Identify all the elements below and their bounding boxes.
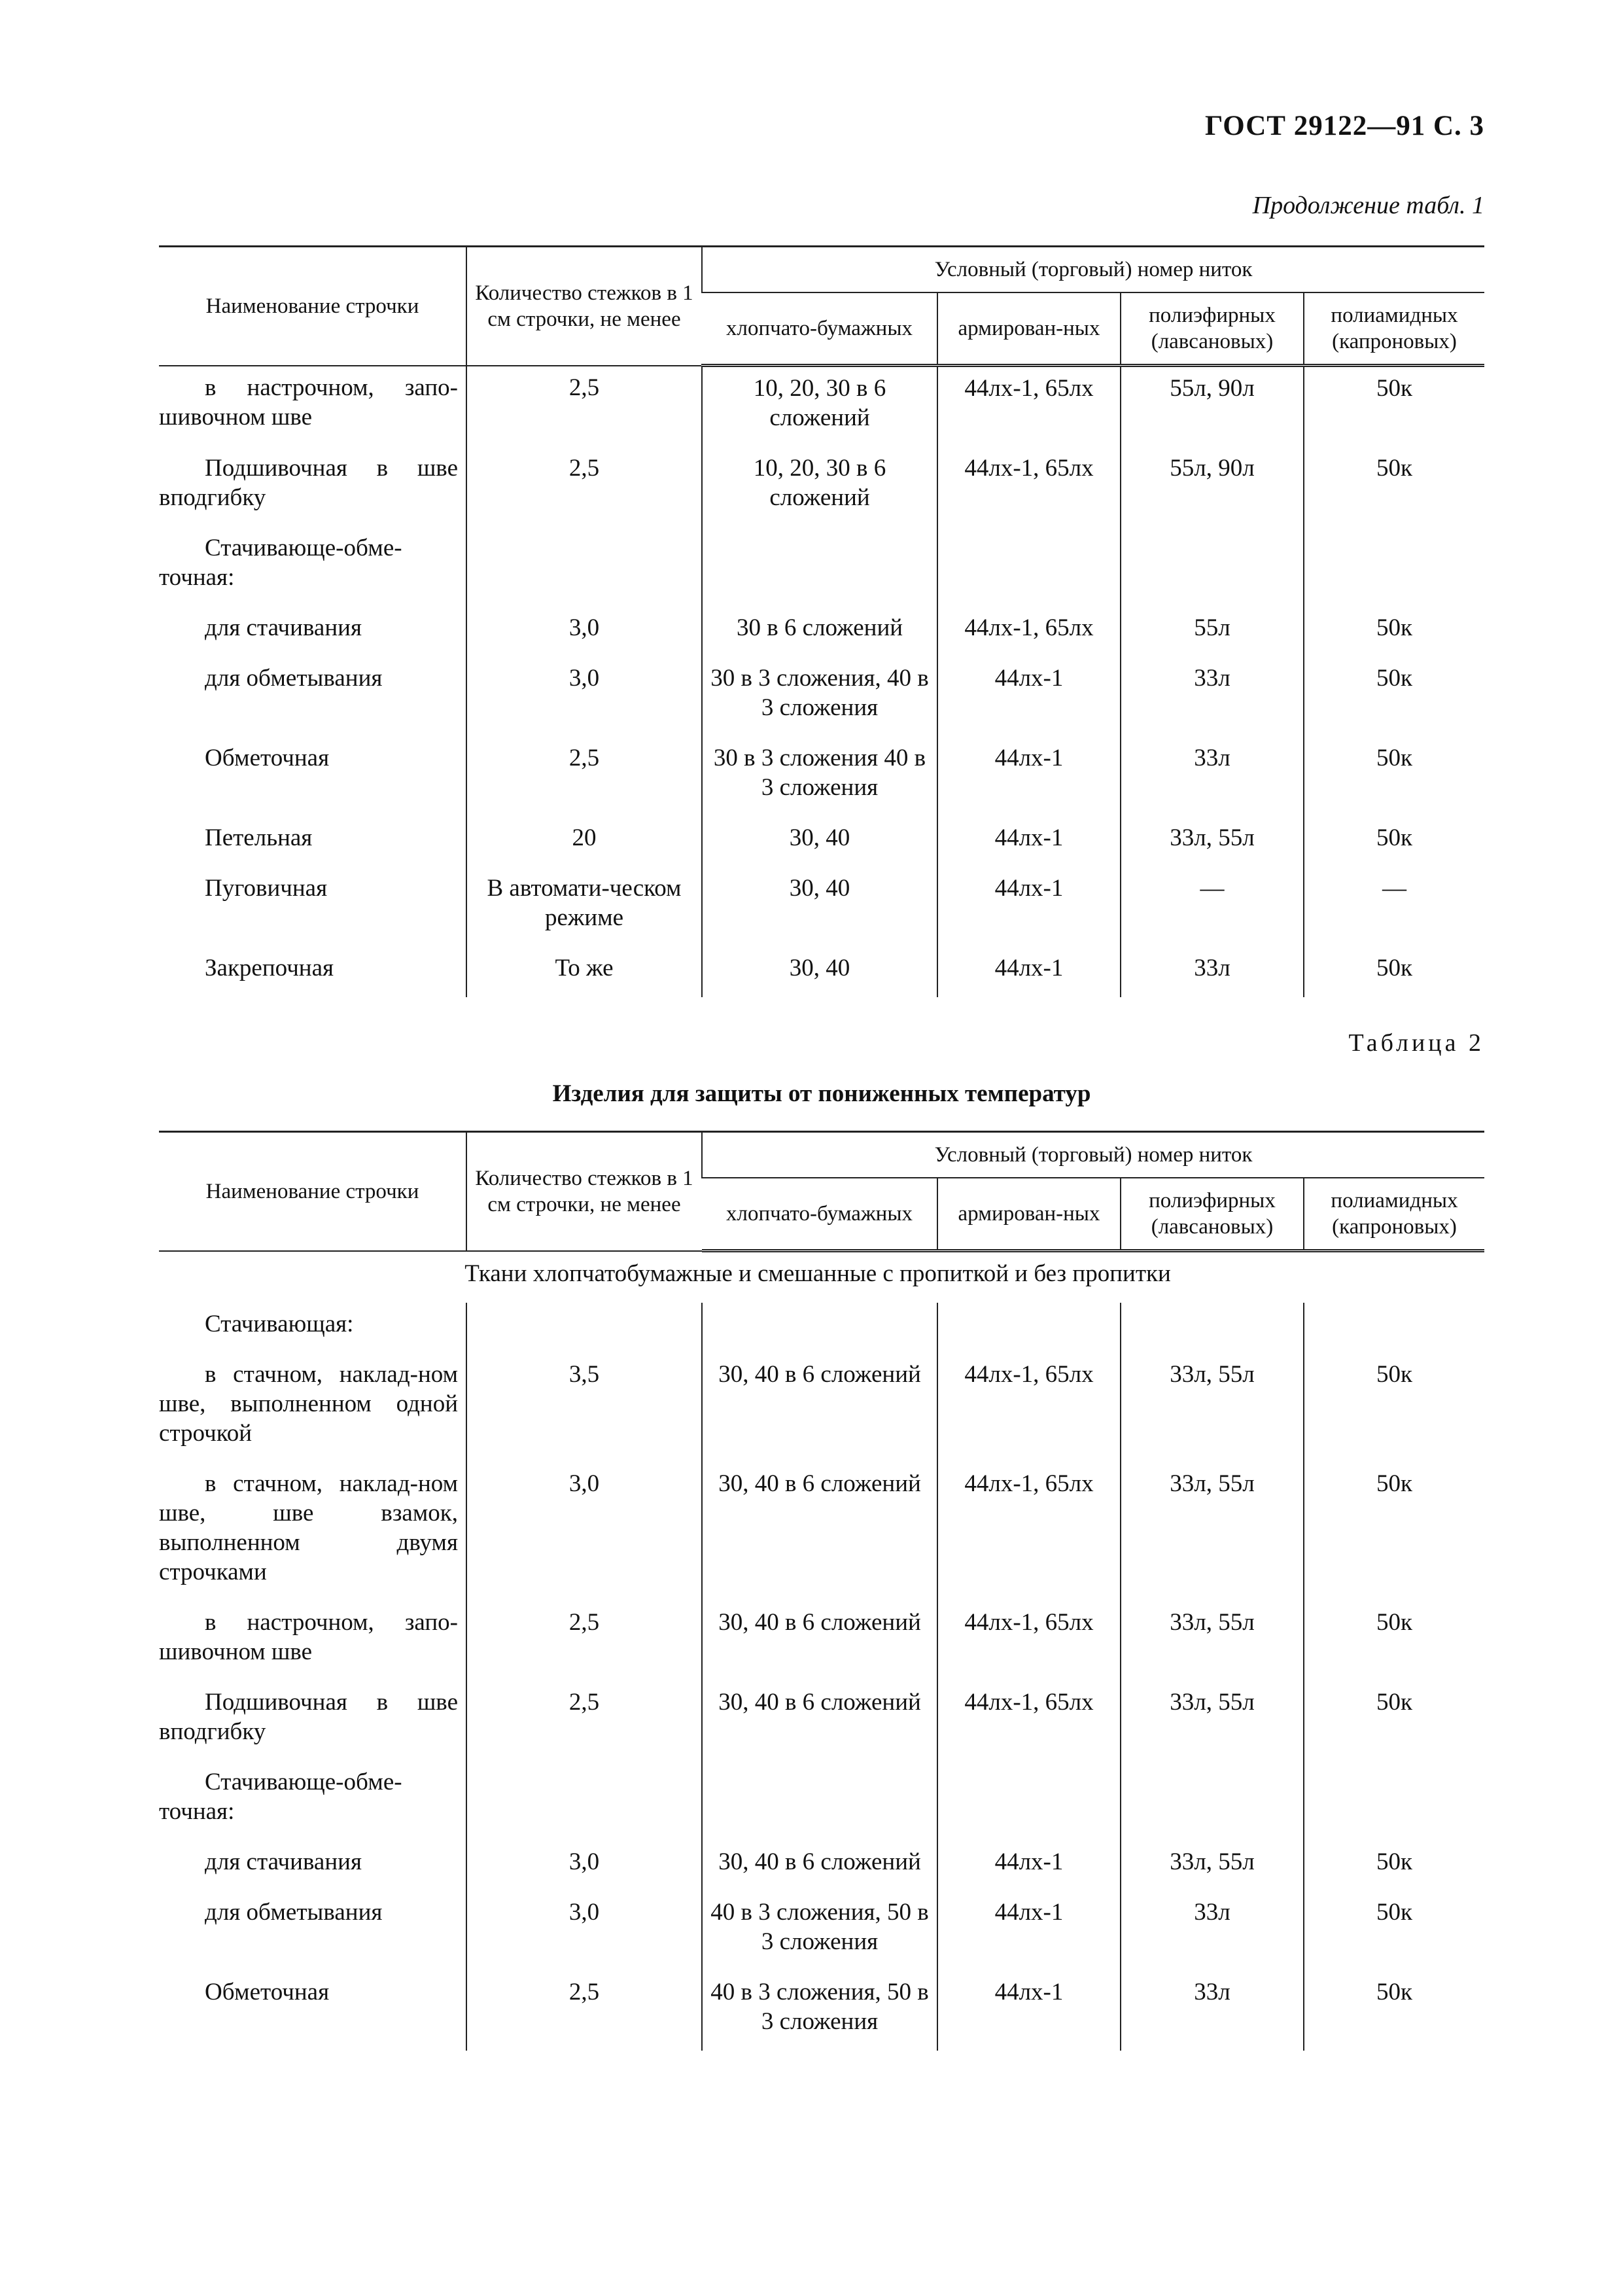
row-reinforced: 44лх-1, 65лх [937, 1681, 1121, 1761]
row-polyamide: 50к [1304, 1891, 1484, 1971]
row-polyamide: 50к [1304, 366, 1484, 448]
row-name: для стачивания [205, 614, 362, 641]
row-stitches: 3,0 [466, 1841, 702, 1891]
row-polyamide: 50к [1304, 947, 1484, 997]
table-row [159, 657, 1484, 737]
row-name: Петельная [205, 824, 313, 851]
row-reinforced [937, 1761, 1121, 1841]
row-cotton: 30 в 6 сложений [702, 607, 937, 657]
row-stitches: То же [466, 947, 702, 997]
header-cotton: хлопчато-бумажных [702, 1178, 937, 1251]
row-polyester: 33л [1121, 1971, 1304, 2051]
row-stitches: 3,0 [466, 657, 702, 737]
table-row [159, 447, 1484, 527]
row-polyester: 33л [1121, 1891, 1304, 1971]
table-row [159, 737, 1484, 817]
row-reinforced [937, 527, 1121, 607]
header-polyamide: полиамидных (капроновых) [1304, 1178, 1484, 1251]
table-row [159, 607, 1484, 657]
row-reinforced [937, 1303, 1121, 1353]
row-polyamide [1304, 527, 1484, 607]
row-cotton: 30, 40 [702, 817, 937, 867]
header-polyester: полиэфирных (лавсановых) [1121, 1178, 1304, 1251]
row-cotton: 30 в 3 сложения 40 в 3 сложения [702, 737, 937, 817]
row-polyester: 33л, 55л [1121, 1841, 1304, 1891]
row-stitches: 2,5 [466, 1601, 702, 1681]
row-reinforced: 44лх-1 [937, 1891, 1121, 1971]
row-polyester: 33л, 55л [1121, 1601, 1304, 1681]
row-polyester: — [1121, 867, 1304, 947]
row-polyester: 33л, 55л [1121, 817, 1304, 867]
row-name: Пуговичная [205, 875, 328, 902]
row-stitches: 2,5 [466, 447, 702, 527]
table-row [159, 1303, 1484, 1353]
table-row [159, 1353, 1484, 1462]
row-cotton: 30, 40 [702, 867, 937, 947]
row-polyester: 55л [1121, 607, 1304, 657]
row-polyamide: 50к [1304, 1681, 1484, 1761]
row-cotton: 40 в 3 сложения, 50 в 3 сложения [702, 1891, 937, 1971]
row-stitches: 2,5 [466, 737, 702, 817]
row-cotton: 40 в 3 сложения, 50 в 3 сложения [702, 1971, 937, 2051]
row-cotton: 30 в 3 сложения, 40 в 3 сложения [702, 657, 937, 737]
row-reinforced: 44лх-1 [937, 1841, 1121, 1891]
table-1 [159, 245, 1484, 997]
table-row [159, 1971, 1484, 2051]
header-cotton: хлопчато-бумажных [702, 292, 937, 366]
row-cotton: 30, 40 в 6 сложений [702, 1353, 937, 1462]
header-name: Наименование строчки [159, 1132, 466, 1251]
row-reinforced: 44лх-1 [937, 867, 1121, 947]
row-polyester: 33л, 55л [1121, 1462, 1304, 1601]
row-name: Стачивающе-обме-точная: [159, 535, 402, 591]
row-reinforced: 44лх-1, 65лх [937, 447, 1121, 527]
table-continuation-note: Продолжение табл. 1 [1252, 192, 1484, 219]
row-stitches [466, 1303, 702, 1353]
row-polyamide: 50к [1304, 817, 1484, 867]
row-reinforced: 44лх-1 [937, 737, 1121, 817]
row-name: Обметочная [205, 745, 330, 771]
table-row [159, 1601, 1484, 1681]
row-cotton [702, 1761, 937, 1841]
header-thread-group: Условный (торговый) номер ниток [702, 247, 1484, 293]
row-name: Подшивочная в шве вподгибку [159, 1689, 458, 1745]
row-name: Закрепочная [205, 955, 334, 981]
row-name: для обметывания [205, 1899, 383, 1926]
row-name: в стачном, наклад-ном шве, шве взамок, выполненном двумя строчками [159, 1470, 458, 1585]
row-polyamide: 50к [1304, 607, 1484, 657]
row-polyamide: 50к [1304, 1462, 1484, 1601]
row-stitches: 3,0 [466, 607, 702, 657]
header-reinforced: армирован-ных [937, 1178, 1121, 1251]
row-stitches: 20 [466, 817, 702, 867]
row-cotton: 30, 40 в 6 сложений [702, 1601, 937, 1681]
row-name: Стачивающе-обме-точная: [159, 1769, 402, 1825]
header-stitches: Количество стежков в 1 см строчки, не менее [466, 247, 702, 366]
table-section-row [159, 1251, 1484, 1303]
row-polyester: 33л [1121, 657, 1304, 737]
row-reinforced: 44лх-1, 65лх [937, 1462, 1121, 1601]
row-polyamide: 50к [1304, 1601, 1484, 1681]
row-reinforced: 44лх-1, 65лх [937, 366, 1121, 448]
row-polyester: 33л, 55л [1121, 1681, 1304, 1761]
header-polyamide: полиамидных (капроновых) [1304, 292, 1484, 366]
row-name: Обметочная [205, 1979, 330, 2005]
table-row [159, 1761, 1484, 1841]
row-polyamide: 50к [1304, 1841, 1484, 1891]
row-cotton: 30, 40 [702, 947, 937, 997]
row-name: для стачивания [205, 1848, 362, 1875]
row-reinforced: 44лх-1, 65лх [937, 1353, 1121, 1462]
header-polyester: полиэфирных (лавсановых) [1121, 292, 1304, 366]
row-polyamide: 50к [1304, 657, 1484, 737]
row-polyamide: 50к [1304, 447, 1484, 527]
table-row [159, 527, 1484, 607]
row-polyamide: 50к [1304, 1353, 1484, 1462]
row-stitches: 2,5 [466, 1971, 702, 2051]
header-thread-group: Условный (торговый) номер ниток [702, 1132, 1484, 1178]
row-polyamide: 50к [1304, 737, 1484, 817]
row-stitches [466, 1761, 702, 1841]
table-2 [159, 1131, 1484, 2051]
table-row [159, 1462, 1484, 1601]
row-polyamide: — [1304, 867, 1484, 947]
row-stitches: 3,0 [466, 1891, 702, 1971]
row-name: в стачном, наклад-ном шве, выполненном одной строчкой [159, 1361, 458, 1447]
row-name: Стачивающая: [205, 1311, 354, 1337]
row-polyester: 33л [1121, 947, 1304, 997]
row-polyamide [1304, 1303, 1484, 1353]
table-row [159, 1891, 1484, 1971]
row-name: для обметывания [205, 665, 383, 692]
row-polyester [1121, 1761, 1304, 1841]
table-row [159, 947, 1484, 997]
row-stitches: 2,5 [466, 1681, 702, 1761]
table-2-title: Изделия для защиты от пониженных температур [552, 1080, 1091, 1107]
row-stitches: 2,5 [466, 366, 702, 448]
row-cotton: 30, 40 в 6 сложений [702, 1681, 937, 1761]
row-reinforced: 44лх-1 [937, 657, 1121, 737]
section-heading: Ткани хлопчатобумажные и смешанные с пропиткой и без пропитки [464, 1260, 1171, 1287]
row-reinforced: 44лх-1, 65лх [937, 1601, 1121, 1681]
row-reinforced: 44лх-1, 65лх [937, 607, 1121, 657]
row-polyester: 33л, 55л [1121, 1353, 1304, 1462]
row-polyester: 33л [1121, 737, 1304, 817]
header-stitches: Количество стежков в 1 см строчки, не менее [466, 1132, 702, 1251]
row-reinforced: 44лх-1 [937, 947, 1121, 997]
row-name: Подшивочная в шве вподгибку [159, 455, 458, 511]
row-polyester: 55л, 90л [1121, 366, 1304, 448]
row-cotton: 30, 40 в 6 сложений [702, 1462, 937, 1601]
page-header: ГОСТ 29122—91 С. 3 [1204, 111, 1484, 141]
row-reinforced: 44лх-1 [937, 1971, 1121, 2051]
row-name: в настрочном, запо-шивочном шве [159, 1609, 458, 1665]
row-cotton: 10, 20, 30 в 6 сложений [702, 447, 937, 527]
row-stitches: 3,0 [466, 1462, 702, 1601]
row-cotton: 30, 40 в 6 сложений [702, 1841, 937, 1891]
row-stitches: 3,5 [466, 1353, 702, 1462]
row-polyester [1121, 1303, 1304, 1353]
row-polyamide: 50к [1304, 1971, 1484, 2051]
row-cotton [702, 527, 937, 607]
table-row [159, 1681, 1484, 1761]
row-stitches: В автомати-ческом режиме [466, 867, 702, 947]
table-2-label: Таблица 2 [1348, 1029, 1484, 1057]
table-row [159, 366, 1484, 448]
row-polyester [1121, 527, 1304, 607]
row-name: в настрочном, запо-шивочном шве [159, 374, 458, 431]
row-reinforced: 44лх-1 [937, 817, 1121, 867]
header-reinforced: армирован-ных [937, 292, 1121, 366]
row-polyester: 55л, 90л [1121, 447, 1304, 527]
table-row [159, 867, 1484, 947]
table-row [159, 1841, 1484, 1891]
header-name: Наименование строчки [159, 247, 466, 366]
row-stitches [466, 527, 702, 607]
table-row [159, 817, 1484, 867]
row-cotton: 10, 20, 30 в 6 сложений [702, 366, 937, 448]
row-cotton [702, 1303, 937, 1353]
row-polyamide [1304, 1761, 1484, 1841]
